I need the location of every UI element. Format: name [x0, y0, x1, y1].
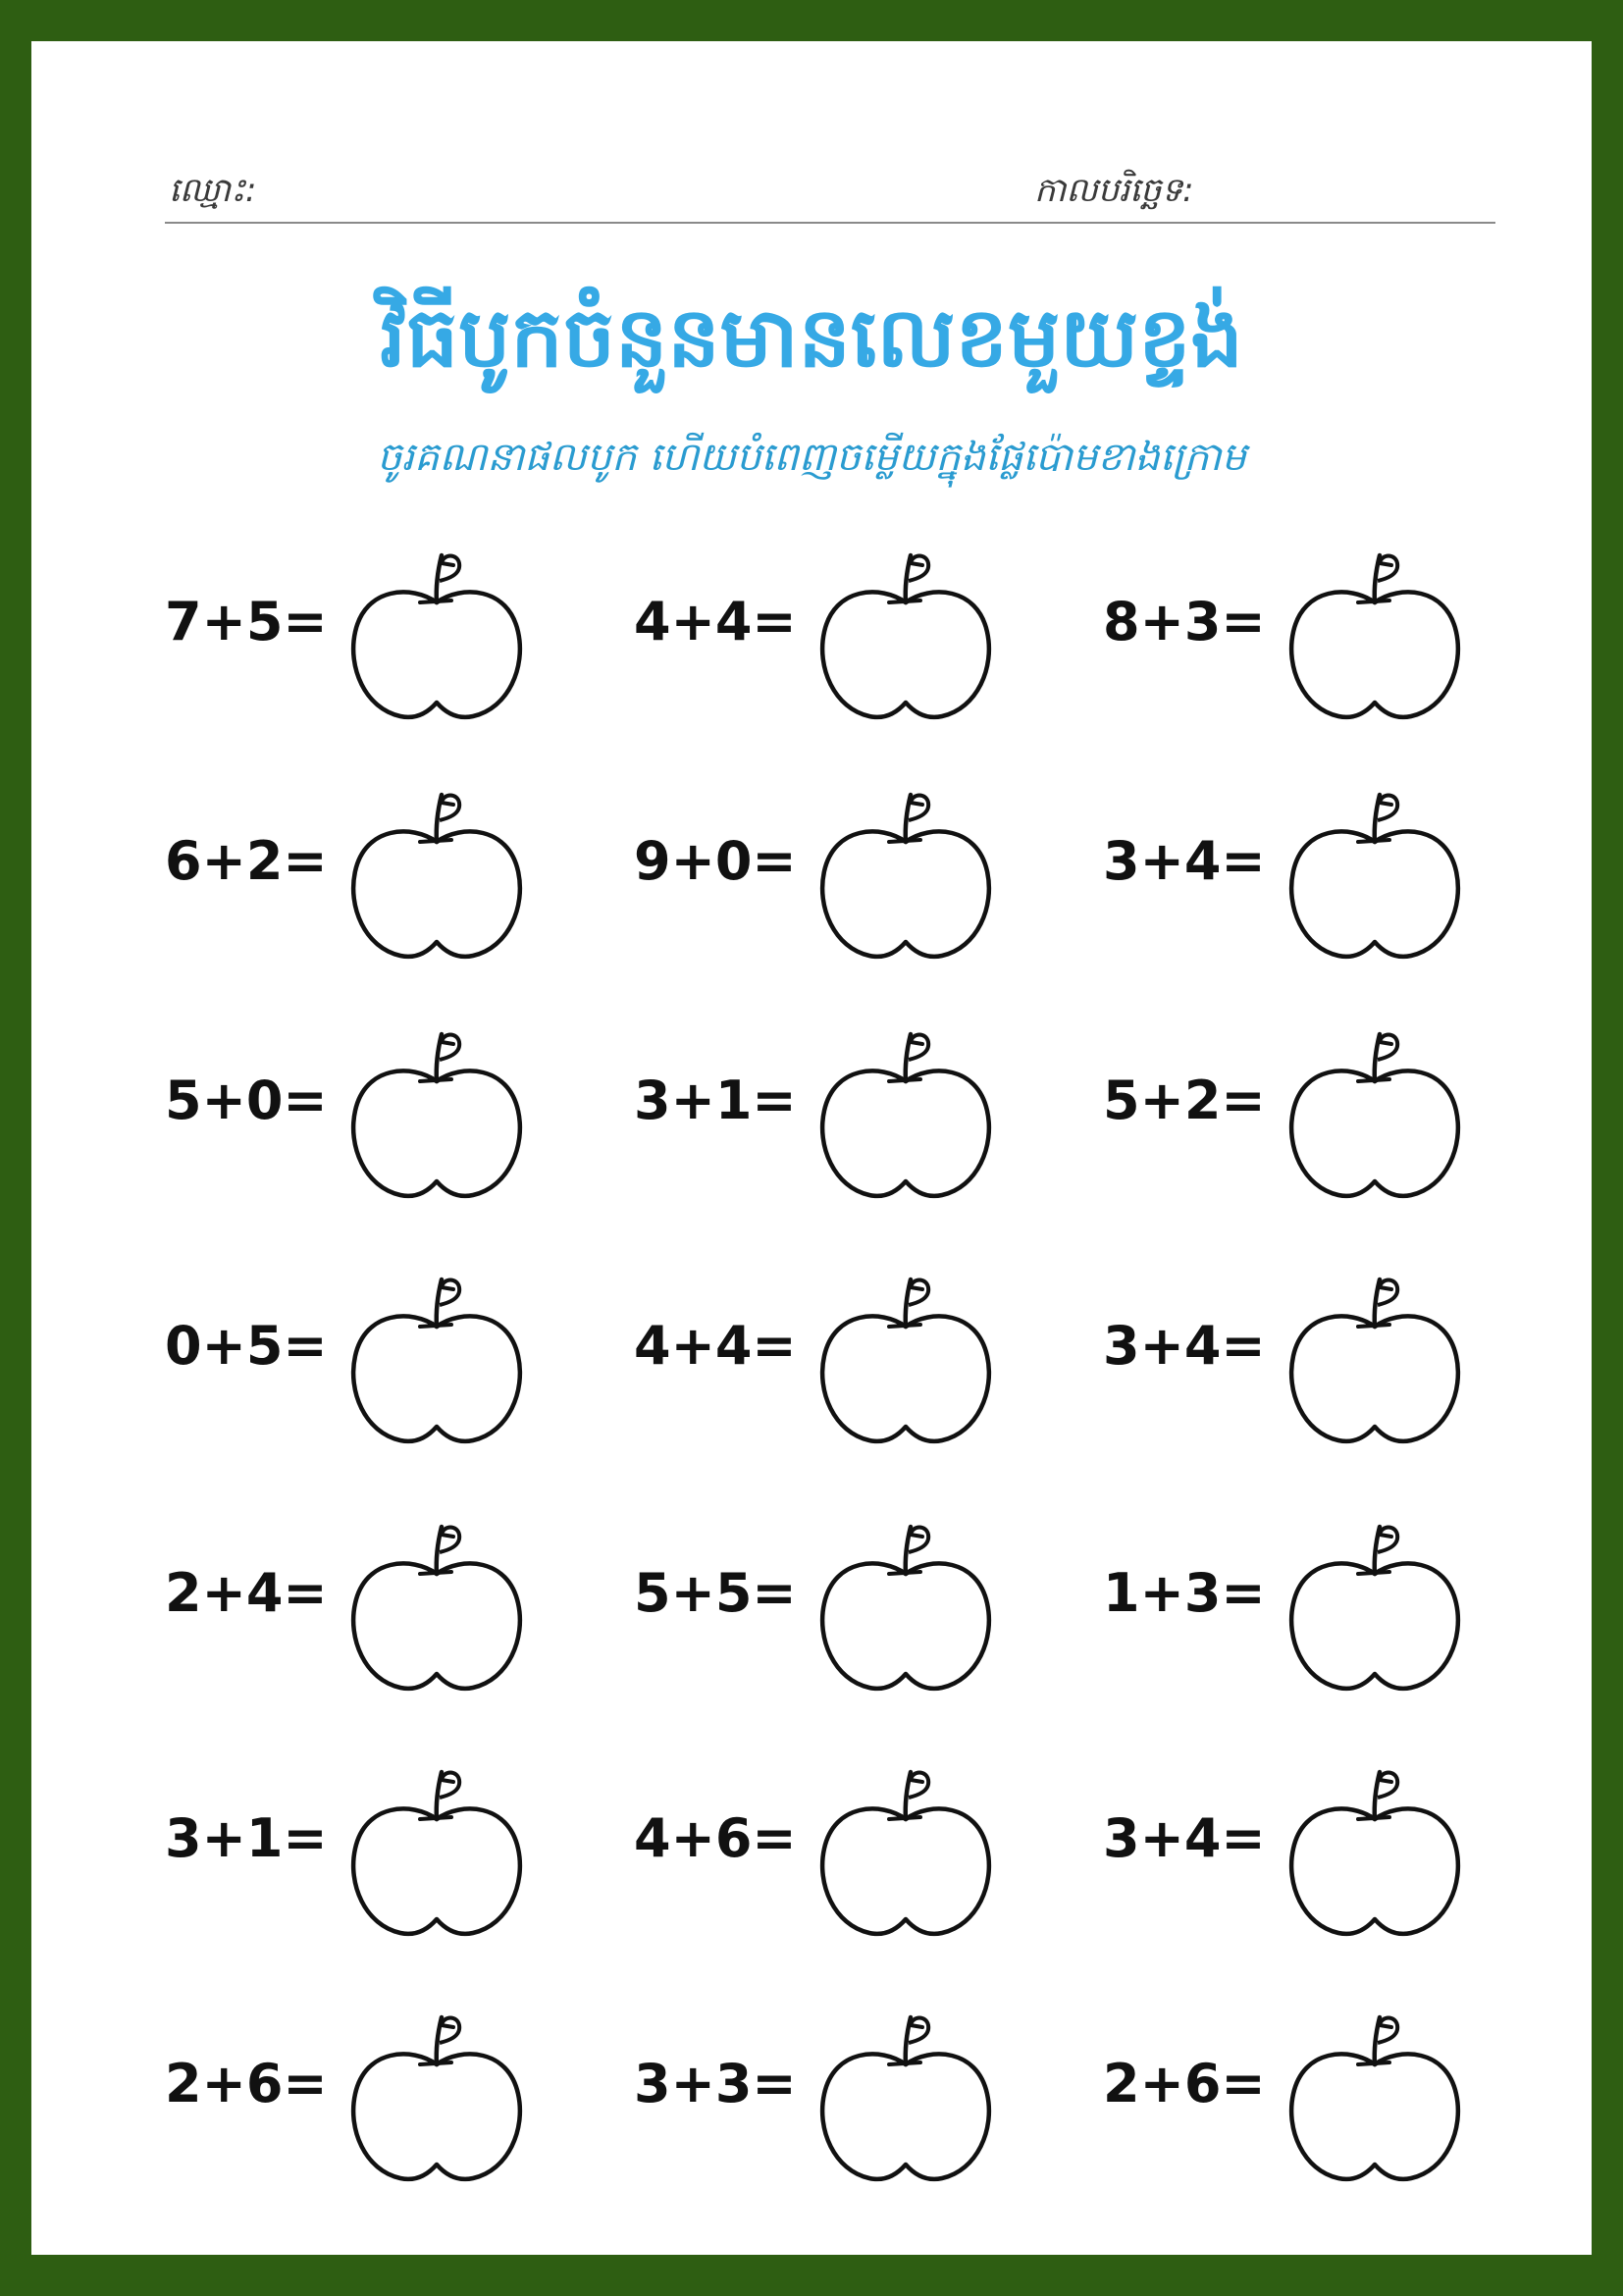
- apple-answer-box-icon[interactable]: [1282, 1020, 1468, 1207]
- apple-answer-box-icon[interactable]: [343, 1513, 530, 1699]
- problem-item: [634, 771, 1007, 967]
- problem-item: [1103, 1748, 1476, 1945]
- apple-answer-box-icon[interactable]: [343, 542, 530, 728]
- apple-answer-box-icon[interactable]: [812, 1513, 999, 1699]
- apple-answer-box-icon[interactable]: [343, 1266, 530, 1452]
- problem-item: [165, 1748, 538, 1945]
- equation-text: 3+1=: [165, 1807, 328, 1869]
- equation-text: 2+6=: [165, 2053, 328, 2114]
- apple-answer-box-icon[interactable]: [1282, 542, 1468, 728]
- problem-item: [634, 1011, 1007, 1207]
- apple-answer-box-icon[interactable]: [812, 781, 999, 967]
- problem-item: [165, 1503, 538, 1699]
- equation-text: 5+5=: [634, 1562, 797, 1624]
- problem-item: [1103, 771, 1476, 967]
- problem-item: [634, 1748, 1007, 1945]
- header-line: [165, 157, 1495, 224]
- equation-text: 3+4=: [1103, 830, 1266, 892]
- worksheet-instructions: ចូរគណនាផលបូក ហើយបំពេញចម្លើយក្នុងផ្លែប៉ោមខាងក្រោម: [377, 435, 1246, 480]
- problem-item: [165, 532, 538, 728]
- apple-answer-box-icon[interactable]: [1282, 781, 1468, 967]
- problem-item: [634, 1994, 1007, 2190]
- apple-answer-box-icon[interactable]: [343, 1020, 530, 1207]
- apple-answer-box-icon[interactable]: [1282, 1513, 1468, 1699]
- problem-item: [165, 1011, 538, 1207]
- apple-answer-box-icon[interactable]: [1282, 1758, 1468, 1945]
- apple-answer-box-icon[interactable]: [812, 2004, 999, 2190]
- problem-item: [165, 771, 538, 967]
- date-label: កាលបរិច្ឆេទ:: [1034, 171, 1194, 210]
- problem-item: [634, 1256, 1007, 1452]
- apple-answer-box-icon[interactable]: [343, 1758, 530, 1945]
- equation-text: 4+4=: [634, 1315, 797, 1377]
- equation-text: 3+4=: [1103, 1315, 1266, 1377]
- problem-item: [1103, 1256, 1476, 1452]
- problem-grid: [31, 532, 1592, 2219]
- equation-text: 3+1=: [634, 1070, 797, 1131]
- name-label: ឈ្មោះ:: [169, 171, 257, 210]
- apple-answer-box-icon[interactable]: [1282, 1266, 1468, 1452]
- problem-item: [1103, 1011, 1476, 1207]
- apple-answer-box-icon[interactable]: [1282, 2004, 1468, 2190]
- problem-item: [1103, 1503, 1476, 1699]
- equation-text: 2+4=: [165, 1562, 328, 1624]
- equation-text: 3+4=: [1103, 1807, 1266, 1869]
- equation-text: 1+3=: [1103, 1562, 1266, 1624]
- apple-answer-box-icon[interactable]: [812, 1758, 999, 1945]
- equation-text: 0+5=: [165, 1315, 328, 1377]
- problem-item: [634, 1503, 1007, 1699]
- equation-text: 4+6=: [634, 1807, 797, 1869]
- problem-item: [634, 532, 1007, 728]
- apple-answer-box-icon[interactable]: [343, 781, 530, 967]
- problem-item: [1103, 1994, 1476, 2190]
- equation-text: 3+3=: [634, 2053, 797, 2114]
- apple-answer-box-icon[interactable]: [812, 1020, 999, 1207]
- equation-text: 8+3=: [1103, 591, 1266, 652]
- equation-text: 9+0=: [634, 830, 797, 892]
- apple-answer-box-icon[interactable]: [812, 1266, 999, 1452]
- apple-answer-box-icon[interactable]: [343, 2004, 530, 2190]
- problem-item: [1103, 532, 1476, 728]
- problem-item: [165, 1994, 538, 2190]
- worksheet-title: វិធីបូកចំនួនមានលេខមួយខ្ទង់: [380, 289, 1243, 386]
- equation-text: 7+5=: [165, 591, 328, 652]
- equation-text: 5+2=: [1103, 1070, 1266, 1131]
- equation-text: 2+6=: [1103, 2053, 1266, 2114]
- equation-text: 6+2=: [165, 830, 328, 892]
- equation-text: 5+0=: [165, 1070, 328, 1131]
- apple-answer-box-icon[interactable]: [812, 542, 999, 728]
- equation-text: 4+4=: [634, 591, 797, 652]
- worksheet-page: [31, 41, 1592, 2255]
- problem-item: [165, 1256, 538, 1452]
